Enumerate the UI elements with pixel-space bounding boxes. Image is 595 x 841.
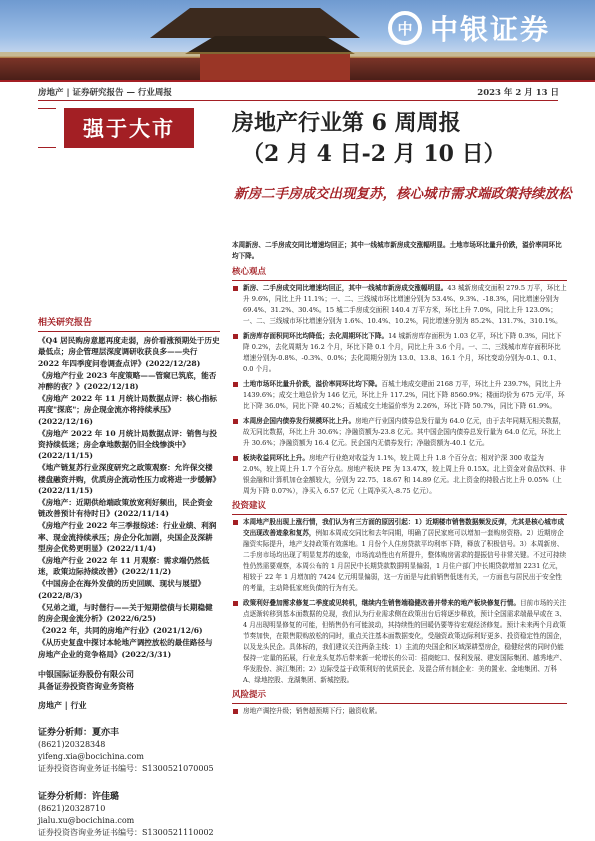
sidebar <box>38 318 220 839</box>
analyst-email[interactable]: jialu.xu@bocichina.com <box>38 816 135 826</box>
core-view-text: 房地产行业绝对收益为 1.1%，较上周上升 1.8 个百分点；相对沪深 300 收益为 2.0%，较上周上升 1.7 个百分点。房地产板块 PE 为 13.47X，较上周上升 0.15X。北上资金对食品饮料、非银金融和计算机加仓金额较大，分别为 22.75、18.67 和 14.89 亿元。北上资金的持股占比上升 0.05%（上周为下降 0.07%），净买入 6.57 亿元（上周净买入-8.75 亿元）。 <box>243 454 566 495</box>
report-title-line2: （2 月 4 日-2 月 10 日） <box>242 141 506 167</box>
related-report-item: 《兄弟之道，与时偕行——关于短期偿债与长期稳健的房企现金流分析》(2022/6/25) <box>38 602 213 624</box>
advice-highlight: 政策利好叠加需求修复二季度或见转机，继续内生销售端稳健改善并带来的地产板块修复行情。 <box>243 599 520 607</box>
advice-highlight: 本周地产股出现上涨行情，我们认为有三方面的原因引起：1）近期楼市销售数据频发反弹，尤其是核心城市成交出现改善迹象和复苏， <box>243 518 565 537</box>
advice-text: 例如本周成交同比和去年同期，明确了居民家庭可以增加一套购房资格。2）近期房企融资实际提升，地产支持政策有效落地。1 月份个人住房贷款平均利率下降，释放了积极信号。3）本周新房、二手房市场均出现了明显复苏的迹象，市场流动性也有所提升，整体购房需求的提振信号非常关键。不过可持续性仍然需要观察，本周公布的 1 月居民中长期贷款数据明显偏弱，1 月住户部门中长期贷款增加 2231 亿元，相较于 22 年 1 月增加的 7424 亿元明显偏弱，这一方面是与此前销售低迷有关，一方面也与居民出于安全性的考量，主动降低家庭负债的行为有关。 <box>243 529 567 592</box>
report-title-line1: 房地产行业第 6 周周报 <box>232 110 461 136</box>
investment-advice-heading: 投资建议 <box>232 501 267 511</box>
brand-logo <box>388 8 588 48</box>
related-report-item: 《地产链复苏行业深度研究之政策观察：允许保交楼楼盘融资并购，优质房企流动性压力或将进一步缓解》(2022/11/15) <box>38 463 217 495</box>
core-view-highlight: 土地市场环比量升价跌，溢价率同环比均下降。 <box>243 380 382 388</box>
analyst-name: 证券分析师：许佳璐 <box>38 792 120 803</box>
core-view-highlight: 新房、二手房成交同比增速均回正，其中一线城市新房成交涨幅明显。 <box>243 284 448 292</box>
report-title <box>232 108 562 170</box>
header-divider <box>0 80 595 82</box>
core-view-text: 43 城新房成交面积 279.5 万平，环比上升 9.6%，同比上升 11.1%；一、二、三线城市环比增速分别为 53.4%、9.3%、-18.3%，同比增速分别为 69.4%、31.2%、30.4%。15 城二手房成交面积 140.4 万平方米，环比上升 7.0%，同比上升 123.0%；一、二、三线城市环比增速分别为 1.6%、10.4%、10.2%，同比增速分别为 85.2%、131.7%、310.1%。 <box>243 284 567 325</box>
risk-list <box>232 703 567 717</box>
related-report-item: 《房地产：近期供给端政策放宽利好频出，民企资金链改善预计有待时日》(2022/11/14) <box>38 498 213 519</box>
related-report-item: 《房地产 2022 年 11 月统计局数据点评：核心指标再度"探底"；房企现金流亦将持续承压》(2022/12/16) <box>38 394 217 426</box>
core-view-text: 房地产行业国内债券总发行量为 64.0 亿元，由于去年同期无相关数据，故无同比数据，环比上升 30.6%；净融资额为-23.8 亿元。其中国企国内债券总发行量为 64.0 亿元，环比上升 30.6%；净融资额为 16.4 亿元。民企国内无债券发行；净融资额为-40.1 亿元。 <box>243 417 566 447</box>
related-report-item: 《2022 年，共同的房地产行业》(2021/12/6) <box>38 626 203 636</box>
risk-item <box>232 706 567 717</box>
institution-name: 中银国际证券股份有限公司 具备证券投资咨询业务资格 <box>38 668 134 691</box>
palace-roof-illustration <box>150 8 360 38</box>
analyst-license: 证券投资咨询业务证书编号：S1300521070005 <box>38 764 214 774</box>
report-category: 房地产 | 证券研究报告 — 行业周报 <box>38 88 172 98</box>
lead-summary: 本周新房、二手房成交同比增速均回正；其中一线城市新房成交涨幅明显。土地市场环比量升价跌，溢价率同环比均下降。 <box>232 241 562 260</box>
analyst-block <box>38 727 220 775</box>
related-report-item: 《房地产行业 2022 年 11 月观察：需求端仍然低迷，政策边际持续改善》(2022/11/2) <box>38 556 210 577</box>
report-date: 2023 年 2 月 13 日 <box>477 88 559 98</box>
core-view-item <box>232 331 567 375</box>
core-view-text: 14 城新房库存面积为 1.03 亿平，环比下降 0.3%，同比下降 0.2%，去化周期为 16.2 个月，环比下降 0.1 个月，同比上升 3.6 个月。一、二、三线城市库存面积环比增速分别为-0.8%、-0.3%、0.0%；去化周期分别为 13.0、13.8、16.1 个月，环比变动分别为-0.1、0.1、0.0 个月。 <box>243 332 562 373</box>
advice-item <box>232 598 567 686</box>
report-subtitle: 新房二手房成交出现复苏，核心城市需求端政策持续放松 <box>234 186 572 202</box>
brand-name: 中银证券 <box>430 13 551 46</box>
analyst-license: 证券投资咨询业务证书编号：S1300521110002 <box>38 828 214 838</box>
logo-glyph: 中 <box>397 19 413 38</box>
advice-text: 目前市场的关注点逐渐转移到基本面数据的兑现，我们认为行业需求侧在政策出台后将逐步释放，预计全国需求端最早或在 3、4 月出现明显修复的可能，但销售仍有可能波动，其持续性的回暖仍要等待宏观经济修复。预计未来两个月政策节奏加快，在限售限购放松的同时，重点关注基本面数据变化，受融资政策边际利好更多、投资稳定性的国企，以及龙头民企。具体标的，我们建议关注两条主线：1）主流的央国企和区域深耕型房企，稳健经营的同时仍能保持一定量的拓展，行业龙头复苏后带来新一轮增长的公司：招商蛇口、保利发展、建发国际集团、越秀地产、华发股份、滨江集团；2）边际受益于政策利好的优质民企、及混合所有制企业：美的置业、金地集团、万科A、绿地控股、龙湖集团、新城控股。 <box>243 599 567 684</box>
related-report-item: 《从历史复盘中探讨本轮地产调控放松的最佳路径与房地产企业的竞争格局》(2022/3/31) <box>38 638 213 659</box>
related-reports-heading: 相关研究报告 <box>38 318 220 332</box>
related-reports-list <box>38 335 220 660</box>
related-report-item: 《房地产行业 2022 年三季报综述：行业业绩、利润率、现金流持续承压；房企分化加剧，央国企及深耕型房企优势更明显》(2022/11/4) <box>38 521 217 553</box>
related-report-item: 《房地产 2022 年 10 月统计局数据点评：销售与投资持续低迷；房企拿地数据仍旧全线惨淡中》(2022/11/15) <box>38 428 217 461</box>
boc-logo-icon <box>388 11 422 45</box>
related-report-item: 《Q4 居民购房意愿再度走弱，房价看涨预期处于历史最低点；房企管理层深度调研收获良多——央行 2022 年四季度问卷调查点评》(2022/12/28) <box>38 336 220 368</box>
risk-text: 房地产调控升级；销售超预期下行；融资收紧。 <box>243 707 382 715</box>
core-views-list <box>232 280 567 497</box>
related-report-item: 《房地产行业 2023 年度策略——管窥已筑底，能否冲醉的夜？》(2022/12/18) <box>38 370 217 392</box>
meta-divider <box>38 100 558 101</box>
advice-item <box>232 517 567 594</box>
analyst-phone: (8621)20328348 <box>38 740 106 750</box>
core-views-heading: 核心观点 <box>232 267 267 277</box>
core-view-highlight: 本周房企国内债券发行规模环比上升。 <box>243 417 356 425</box>
analyst-name: 证券分析师：夏亦丰 <box>38 728 120 739</box>
core-view-highlight: 新房库存面积同环比均降低；去化周期环比下降。 <box>243 332 389 340</box>
core-view-highlight: 板块收益同环比上升。 <box>243 454 309 462</box>
rating-frame <box>38 108 56 148</box>
analyst-block <box>38 791 220 839</box>
related-report-item: 《中国房企在海外发债的历史回顾、现状与展望》(2022/8/3) <box>38 579 206 600</box>
industry-category: 房地产 | 行业 <box>38 699 87 710</box>
core-view-item <box>232 416 567 449</box>
risk-heading: 风险提示 <box>232 690 267 700</box>
rating-badge: 强于大市 <box>64 108 194 148</box>
main-content <box>232 240 567 721</box>
analyst-phone: (8621)20328710 <box>38 804 106 814</box>
investment-advice-list <box>232 514 567 686</box>
core-view-item <box>232 379 567 412</box>
core-view-item <box>232 453 567 497</box>
palace-hall <box>200 54 350 80</box>
header-banner <box>0 0 595 80</box>
analyst-email[interactable]: yifeng.xia@bocichina.com <box>38 752 144 762</box>
core-view-text: 百城土地成交建面 2168 万平，环比上升 239.7%，同比上升 1439.6%；成交土地总价为 146 亿元，环比上升 117.2%，同比下降 8560.9%；楼面均价为 675 元/平，环比下降 36.0%，同比下降 40.2%；百城成交土地溢价率为 2.26%，环比下降 50.7%，同比下降 61.9%。 <box>243 380 565 410</box>
core-view-item <box>232 283 567 327</box>
